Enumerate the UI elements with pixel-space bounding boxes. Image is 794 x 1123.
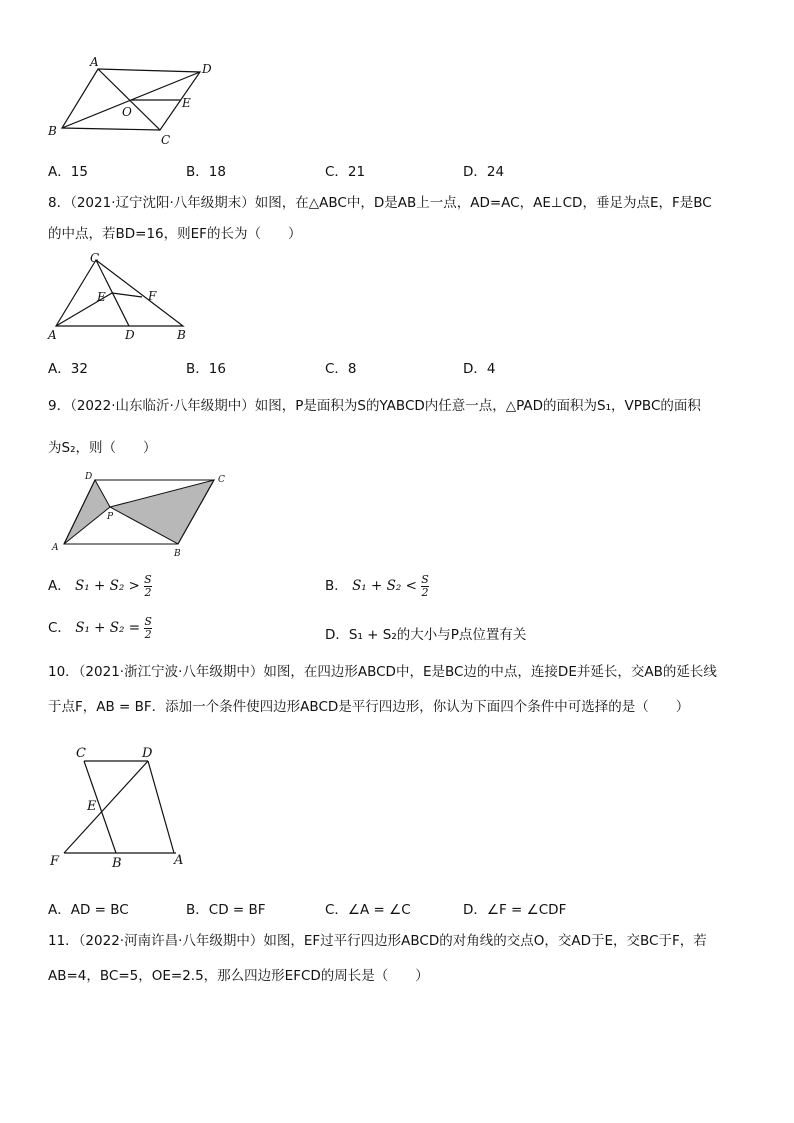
label-b: B [177, 328, 186, 342]
label-e: E [87, 799, 97, 814]
q11-stem-line2: AB=4，BC=5，OE=2.5，那么四边形EFCD的周长是（ ） [48, 968, 429, 984]
q9-stem-line1: 9．（2022·山东临沂·八年级期中）如图，P是面积为S的YABCD内任意一点，△PAD的面积为S₁，VPBC的面积 [48, 398, 701, 414]
segment-df [64, 761, 148, 853]
q10-option-d: D．∠F = ∠CDF [463, 902, 567, 918]
q10-stem-line2: 于点F，AB = BF．添加一个条件使四边形ABCD是平行四边形，你认为下面四个条件中可选择的是（ ） [48, 699, 690, 715]
q7-option-a: A．15 [48, 164, 88, 180]
option-expression: S₁ + S₂ = [75, 620, 141, 637]
fraction-numerator: S [421, 573, 429, 586]
fraction-numerator: S [144, 615, 152, 628]
figure-triangle-abc [40, 250, 200, 345]
q10-option-a: A．AD = BC [48, 902, 129, 918]
label-f: F [50, 854, 60, 869]
fraction-denominator: 2 [144, 627, 152, 641]
q8-option-b: B．16 [186, 361, 226, 377]
figure-parallelogram-abcd-oe [40, 55, 230, 150]
shaded-triangle-pad [64, 480, 110, 544]
label-a: A [90, 55, 99, 69]
shaded-triangle-pbc [110, 480, 214, 544]
label-a: A [48, 328, 57, 342]
q8-stem-line2: 的中点，若BD=16，则EF的长为（ ） [48, 226, 302, 242]
label-b: B [112, 856, 122, 871]
q7-option-c: C．21 [325, 164, 366, 180]
q8-option-c: C．8 [325, 361, 357, 377]
label-d: D [85, 472, 93, 482]
label-d: D [125, 328, 135, 342]
label-d: D [142, 746, 153, 761]
fraction-denominator: 2 [421, 585, 429, 599]
label-a: A [174, 853, 184, 868]
fraction-s-over-2 [144, 616, 152, 640]
option-letter: A． [48, 578, 71, 595]
figure-quadrilateral-abcd [40, 740, 200, 872]
label-p: P [107, 512, 114, 522]
q7-option-d: D．24 [463, 164, 505, 180]
q9-option-b [325, 574, 429, 598]
option-letter: B． [325, 578, 348, 595]
fraction-denominator: 2 [144, 585, 152, 599]
fraction-numerator: S [144, 573, 152, 586]
label-b: B [174, 549, 181, 559]
q9-option-c [48, 616, 152, 640]
label-c: C [90, 251, 100, 265]
option-letter: C． [48, 620, 71, 637]
q10-stem-line1: 10．（2021·浙江宁波·八年级期中）如图，在四边形ABCD中，E是BC边的中点，连接DE并延长，交AB的延长线 [48, 664, 717, 680]
label-e: E [182, 96, 191, 110]
label-b: B [48, 124, 57, 138]
q9-option-d: D．S₁ + S₂的大小与P点位置有关 [325, 627, 527, 643]
label-c: C [218, 475, 225, 485]
q11-stem-line1: 11．（2022·河南许昌·八年级期中）如图，EF过平行四边形ABCD的对角线的交点O，交AD于E，交BC于F，若 [48, 933, 707, 949]
q9-option-a [48, 574, 152, 598]
q10-option-b: B．CD = BF [186, 902, 266, 918]
label-d: D [202, 62, 212, 76]
segment-ef [112, 293, 142, 297]
segment-da [148, 761, 174, 853]
fraction-s-over-2 [421, 574, 429, 598]
q8-stem-line1: 8．（2021·辽宁沈阳·八年级期末）如图，在△ABC中，D是AB上一点，AD=AC，AE⊥CD，垂足为点E，F是BC [48, 195, 712, 211]
triangle-outline [56, 260, 183, 326]
q7-option-b: B．18 [186, 164, 226, 180]
q9-stem-line2: 为S₂，则（ ） [48, 440, 157, 456]
label-c: C [76, 746, 86, 761]
option-expression: S₁ + S₂ < [352, 578, 417, 595]
fraction-s-over-2 [144, 574, 152, 598]
q8-option-d: D．4 [463, 361, 496, 377]
option-expression: S₁ + S₂ > [75, 578, 140, 595]
q10-option-c: C．∠A = ∠C [325, 902, 411, 918]
figure-parallelogram-point-p [40, 468, 240, 560]
label-a: A [52, 543, 59, 553]
label-e: E [97, 290, 106, 304]
label-c: C [161, 133, 171, 147]
label-f: F [148, 289, 157, 303]
label-o: O [122, 105, 132, 119]
q8-option-a: A．32 [48, 361, 88, 377]
